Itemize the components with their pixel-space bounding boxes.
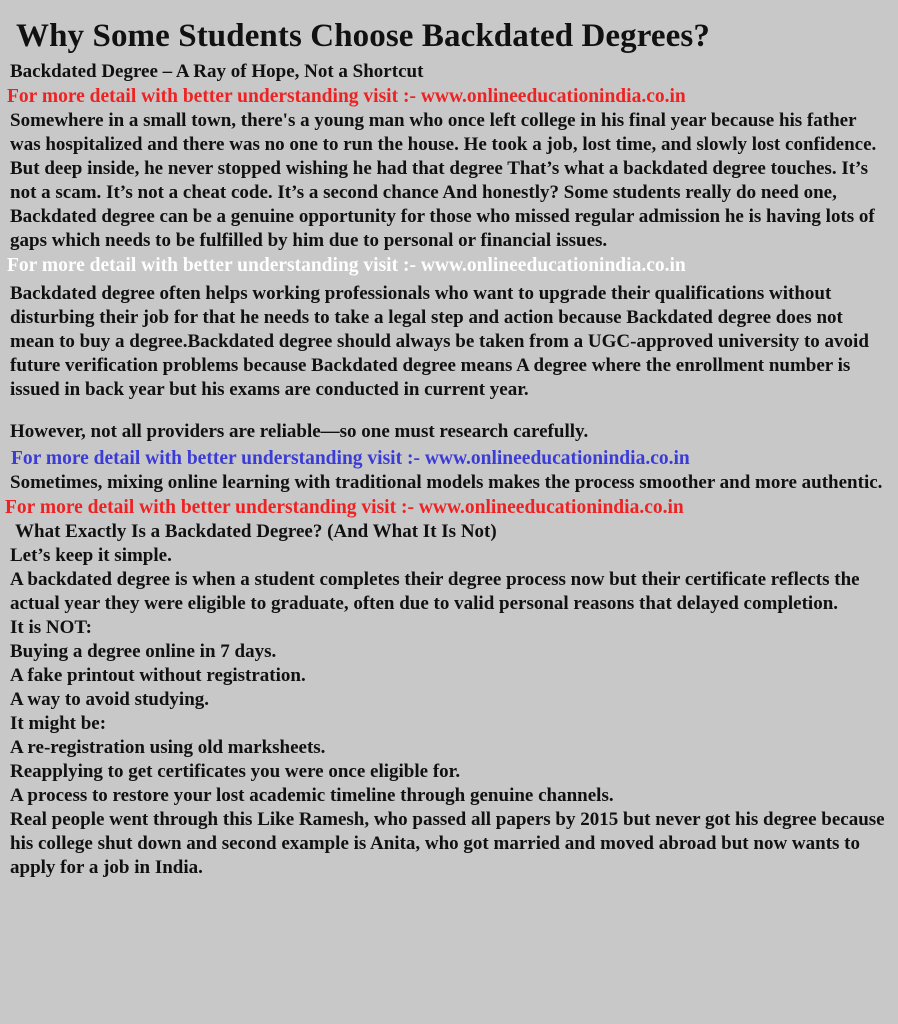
not-heading: It is NOT: bbox=[10, 617, 92, 638]
closing-paragraph: Real people went through this Like Ramesh, who passed all papers by 2015 but never got his degree because his college shut down and second example is Anita, who got married and moved abroad but now wants to apply for a job in India. bbox=[10, 809, 885, 878]
definition-paragraph: A backdated degree is when a student completes their degree process now but their certificate reflects the actual year they were eligible to graduate, often due to valid personal reasons that delayed completion. bbox=[10, 569, 860, 614]
list-item: Buying a degree online in 7 days. bbox=[10, 641, 277, 662]
spacer bbox=[10, 402, 890, 420]
page-title: Why Some Students Choose Backdated Degrees? bbox=[16, 18, 710, 54]
list-item: A process to restore your lost academic timeline through genuine channels. bbox=[10, 785, 614, 806]
list-item: A re-registration using old marksheets. bbox=[10, 737, 326, 758]
promo-link-4[interactable]: For more detail with better understanding visit :- www.onlineeducationindia.co.in bbox=[5, 497, 684, 518]
might-heading: It might be: bbox=[10, 713, 107, 734]
promo-link-3[interactable]: For more detail with better understanding visit :- www.onlineeducationindia.co.in bbox=[11, 448, 690, 469]
list-item: A way to avoid studying. bbox=[10, 689, 210, 710]
paragraph-2: Backdated degree often helps working professionals who want to upgrade their qualifications without disturbing their job for that he needs to take a legal step and action because Backdated degree does not mean to buy a degree.Backdated degree should always be taken from a UGC-approved university to avoid future verification problems because Backdated degree means A degree where the enrollment number is issued in back year but his exams are conducted in current year. bbox=[10, 283, 869, 400]
paragraph-1: Somewhere in a small town, there's a young man who once left college in his final year because his father was hospitalized and there was no one to run the house. He took a job, lost time, and slowly lost confidence. But deep inside, he never stopped wishing he had that degree That’s what a backdated degree touches. It’s not a scam. It’s not a cheat code. It’s a second chance And honestly? Some students really do need one, Backdated degree can be a genuine opportunity for those who missed regular admission he is having lots of gaps which needs to be fulfilled by him due to personal or financial issues. bbox=[10, 110, 877, 251]
list-item: Reapplying to get certificates you were once eligible for. bbox=[10, 761, 461, 782]
list-item: A fake printout without registration. bbox=[10, 665, 306, 686]
promo-link-2[interactable]: For more detail with better understanding visit :- www.onlineeducationindia.co.in bbox=[7, 255, 686, 276]
paragraph-3: However, not all providers are reliable—so one must research carefully. bbox=[10, 421, 589, 442]
promo-link-1[interactable]: For more detail with better understanding visit :- www.onlineeducationindia.co.in bbox=[7, 86, 686, 107]
section-heading: What Exactly Is a Backdated Degree? (And What It Is Not) bbox=[15, 521, 497, 542]
intro-line: Let’s keep it simple. bbox=[10, 545, 172, 566]
paragraph-4: Sometimes, mixing online learning with traditional models makes the process smoother and more authentic. bbox=[10, 472, 883, 493]
subtitle: Backdated Degree – A Ray of Hope, Not a Shortcut bbox=[10, 61, 424, 82]
